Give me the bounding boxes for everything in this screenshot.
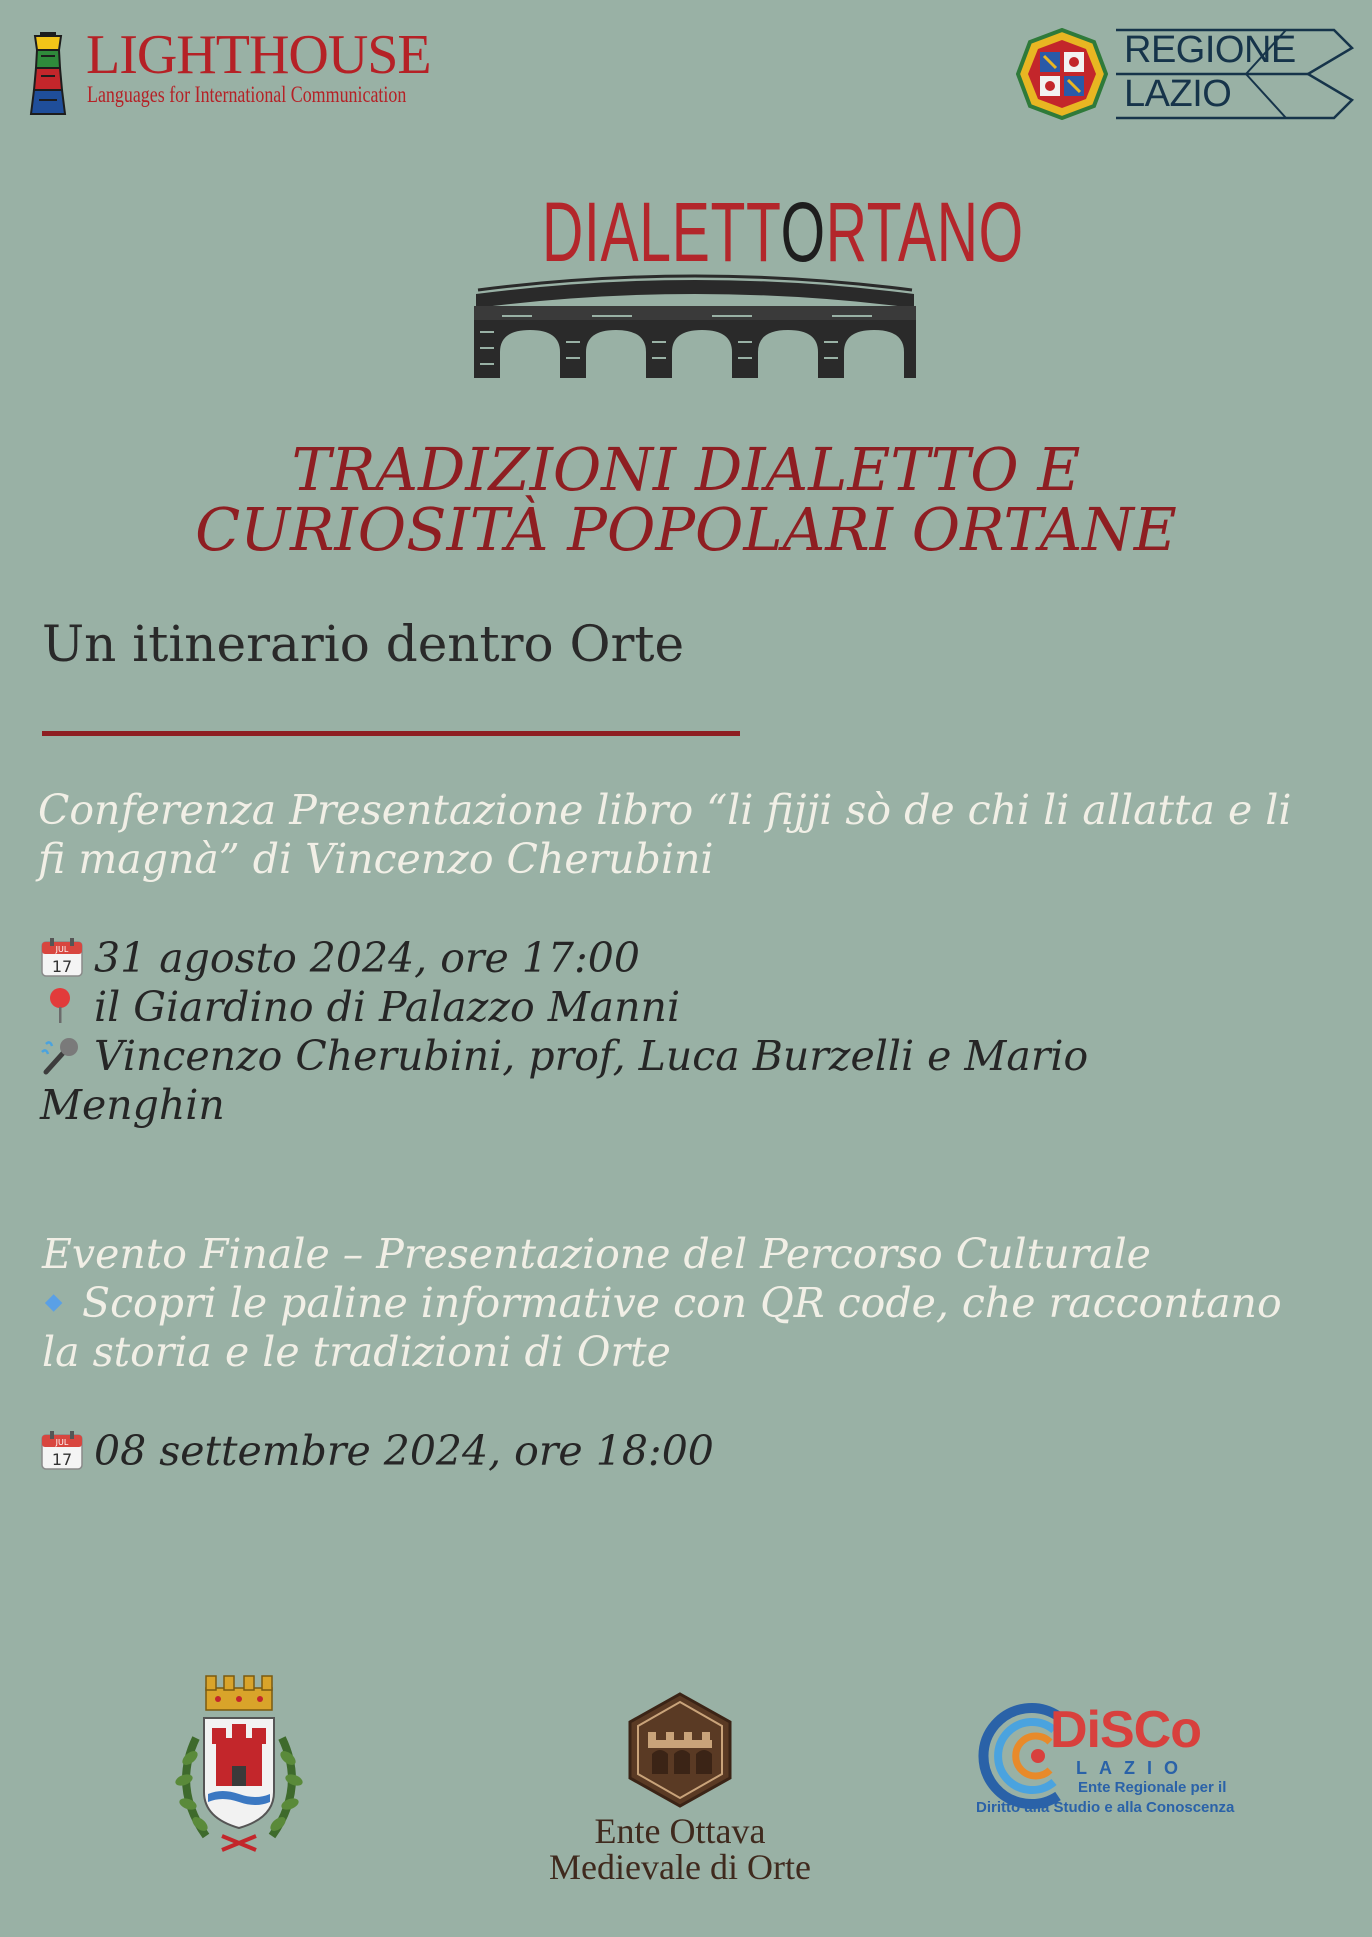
svg-text:17: 17: [51, 957, 73, 976]
pin-icon: [40, 987, 84, 1027]
disco-diritto-text: Diritto alla Studio e alla Conoscenza: [976, 1799, 1235, 1816]
lighthouse-logo: [26, 24, 431, 120]
event-1-details: [40, 934, 1340, 1130]
event-1-date-row: [40, 934, 1340, 983]
event-2-date-row: [40, 1427, 1340, 1476]
ottava-name-line-1: Ente Ottava: [594, 1811, 766, 1851]
calendar-icon: [40, 1431, 84, 1471]
calendar-icon: [40, 938, 84, 978]
conference-description: [38, 786, 1338, 884]
ottava-hexagon-icon: [626, 1692, 734, 1808]
svg-text:JUL: JUL: [55, 1438, 69, 1447]
event-1-place: il Giardino di Palazzo Manni: [94, 983, 681, 1031]
conference-line-1: Conferenza Presentazione libro “li fijji sò de chi li allatta e li: [38, 786, 1292, 834]
dialettortano-wordmark: [542, 185, 1024, 279]
event-1-speakers-cont: Menghin: [40, 1081, 225, 1129]
lighthouse-tower-icon: [26, 30, 70, 116]
event-title-line-2: CURIOSITÀ POPOLARI ORTANE: [195, 495, 1177, 564]
lighthouse-title: LIGHTHOUSE: [86, 24, 431, 86]
disco-name: DiSCo: [1050, 1701, 1201, 1759]
disco-lazio-logo: [966, 1696, 1235, 1826]
conference-line-2: fi magnà” di Vincenzo Cherubini: [38, 835, 714, 883]
disco-ente-text: Ente Regionale per il: [1078, 1779, 1227, 1796]
ente-ottava-logo: [520, 1692, 840, 1892]
blue-diamond-icon: [42, 1283, 74, 1323]
bridge-arches-icon: [472, 272, 918, 380]
wordmark-o: O: [780, 185, 826, 279]
event-title-line-1: TRADIZIONI DIALETTO E: [291, 435, 1081, 504]
dialettortano-logo: [470, 185, 1024, 382]
event-1-date: 31 agosto 2024, ore 17:00: [94, 934, 640, 982]
wordmark-part-1: DIALETT: [542, 185, 781, 279]
svg-text:17: 17: [51, 1450, 73, 1469]
final-event-line-3: la storia e le tradizioni di Orte: [42, 1328, 671, 1376]
event-1-speakers-row: [40, 1032, 1340, 1081]
event-1-speakers: Vincenzo Cherubini, prof, Luca Burzelli e Mario: [94, 1032, 1089, 1080]
final-event-description: [42, 1230, 1342, 1377]
regione-label: REGIONE: [1124, 29, 1296, 71]
title-divider: [42, 731, 740, 736]
svg-text:JUL: JUL: [55, 945, 69, 954]
event-1-place-row: [40, 983, 1340, 1032]
event-2-date: 08 settembre 2024, ore 18:00: [94, 1427, 714, 1475]
lighthouse-subtitle: Languages for International Communication: [87, 82, 407, 107]
event-title: [0, 435, 1372, 564]
ottava-name-line-2: Medievale di Orte: [549, 1847, 811, 1887]
final-event-line-2: [42, 1279, 1342, 1328]
regione-lazio-crest-icon: [1016, 28, 1108, 120]
final-event-qr-text: Scopri le paline informative con QR code, che raccontano: [82, 1279, 1282, 1327]
microphone-icon: [40, 1036, 84, 1076]
final-event-title: Evento Finale – Presentazione del Percorso Culturale: [42, 1230, 1151, 1278]
itinerary-subtitle: Un itinerario dentro Orte: [42, 615, 685, 673]
lazio-label: LAZIO: [1124, 73, 1232, 115]
disco-region: LAZIO: [1076, 1758, 1190, 1778]
orte-coat-of-arms-icon: [166, 1668, 312, 1858]
event-2-details: [40, 1427, 1340, 1476]
regione-lazio-logo: [1016, 26, 1356, 122]
wordmark-part-2: RTANO: [825, 185, 1024, 279]
